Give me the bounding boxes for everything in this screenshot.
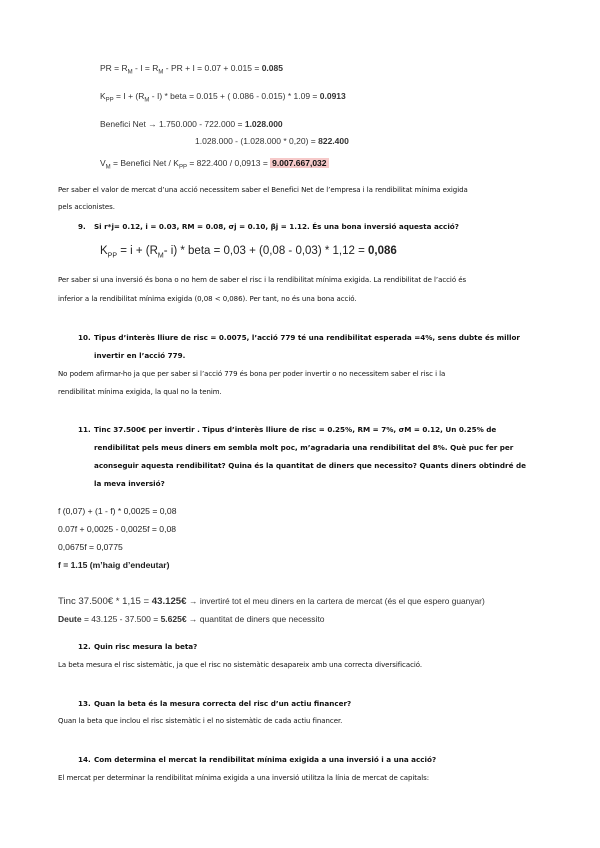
- paragraph-line: Quan la beta que inclou el risc sistemàtic i el no sistemàtic de cada actiu financer.: [58, 717, 343, 725]
- question-text: Si r*j= 0.12, i = 0.03, RM = 0.08, σj = 0.10, βj = 1.12. És una bona inversió aquesta acció?: [94, 222, 459, 231]
- calc-line: f (0,07) + (1 - f) * 0,0025 = 0,08: [58, 506, 177, 516]
- formula-net-1: [100, 119, 283, 129]
- paragraph-line: inferior a la rendibilitat mínima exigida (0,08 < 0,086). Per tant, no és una bona acció.: [58, 295, 357, 303]
- calc-line: 0,0675f = 0,0775: [58, 542, 123, 552]
- formula-text: 1.028.000 - (1.028.000 * 0,20) =: [195, 136, 319, 146]
- calc-text: = 43.125 - 37.500 =: [81, 614, 161, 624]
- calc-bold: f = 1.15: [58, 560, 88, 570]
- calc-text: → quantitat de diners que necessito: [186, 614, 325, 624]
- question-number: 13.: [78, 699, 91, 708]
- question-text: aconseguir aquesta rendibilitat? Quina és la quantitat de diners que necessito? Quants diners obtindré de: [94, 461, 527, 470]
- subscript: M: [105, 164, 111, 171]
- formula-vm: [100, 158, 329, 171]
- subscript: M: [157, 252, 164, 260]
- formula-text: K: [100, 91, 106, 101]
- calc-result: [58, 560, 170, 570]
- calc-text: → invertiré tot el meu diners en la cartera de mercat (és el que espero guanyar): [189, 596, 485, 606]
- calc-line: 0.07f + 0,0025 - 0,0025f = 0,08: [58, 524, 177, 534]
- paragraph-line: No podem afirmar-ho ja que per saber si l’acció 779 és bona per poder invertir o no necessitem saber el risc i la: [58, 370, 446, 378]
- subscript: PP: [178, 164, 187, 171]
- calc-text: Tinc 37.500€ * 1,15 =: [58, 596, 152, 607]
- subscript: PP: [105, 97, 114, 104]
- question-text: Tipus d’interès lliure de risc = 0.0075, l’acció 779 té una rendibilitat esperada =4%, sens dubte és millor: [94, 333, 520, 342]
- question-number: 9.: [78, 222, 86, 231]
- question-number: 11.: [78, 425, 91, 434]
- calc-bold: Deute: [58, 614, 82, 624]
- formula-text: = i + (R: [117, 245, 158, 257]
- formula-text: V: [100, 158, 106, 168]
- deute-line: [58, 614, 325, 624]
- paragraph-line: El mercat per determinar la rendibilitat mínima exigida a una inversió utilitza la línia de mercat de capitals:: [58, 774, 430, 782]
- question-number: 10.: [78, 333, 91, 342]
- formula-text: Benefici Net → 1.750.000 - 722.000 =: [100, 119, 245, 129]
- formula-text: = I + (R: [113, 91, 145, 101]
- formula-result: 0.0913: [319, 91, 346, 101]
- paragraph-line: La beta mesura el risc sistemàtic, ja que el risc no sistemàtic desapareix amb una correcta diversificació.: [58, 661, 423, 669]
- formula-kpp: [100, 91, 346, 104]
- formula-text: - PR + I = 0.07 + 0.015 =: [163, 63, 262, 73]
- formula-result: 0,086: [368, 245, 397, 257]
- calc-bold: 43.125€: [151, 596, 187, 607]
- subscript: M: [158, 69, 164, 76]
- highlighted-result: 9.007.667,032: [272, 158, 327, 168]
- question-number: 14.: [78, 755, 91, 764]
- question-text: Com determina el mercat la rendibilitat mínima exigida a una inversió i a una acció?: [94, 755, 437, 764]
- question-text: rendibilitat pels meus diners em sembla molt poc, m’agradaria una rendibilitat del 8%. Què puc fer per: [94, 443, 514, 452]
- paragraph-line: Per saber el valor de mercat d’una acció necessitem saber el Benefici Net de l’empresa i la rendibilitat mínima exigida: [58, 186, 468, 194]
- formula-pr: [100, 63, 283, 76]
- paragraph-line: pels accionistes.: [58, 203, 115, 211]
- formula-text: - I) * beta = 0.015 + ( 0.086 - 0.015) * 1.09 =: [149, 91, 320, 101]
- formula-text: K: [100, 245, 108, 257]
- calc-bold: 5.625€: [160, 614, 187, 624]
- tinc-line: [58, 596, 485, 607]
- question-text: Quan la beta és la mesura correcta del risc d’un actiu financer?: [94, 699, 352, 708]
- question-text: invertir en l’acció 779.: [94, 351, 186, 360]
- subscript: M: [127, 69, 133, 76]
- paragraph-line: rendibilitat mínima exigida, la qual no la tenim.: [58, 388, 222, 396]
- formula-text: PR = R: [100, 63, 128, 73]
- formula-text: = Benefici Net / K: [110, 158, 179, 168]
- question-number: 12.: [78, 642, 91, 651]
- question-text: Quin risc mesura la beta?: [94, 642, 198, 651]
- subscript: PP: [107, 252, 118, 260]
- formula-result: 0.085: [261, 63, 283, 73]
- equation-9: [100, 245, 397, 259]
- paragraph-line: Per saber si una inversió és bona o no hem de saber el risc i la rendibilitat mínima exigida. La rendibilitat de l’acció és: [58, 276, 467, 284]
- subscript: M: [144, 97, 150, 104]
- formula-net-2: [195, 136, 349, 146]
- question-text: la meva inversió?: [94, 479, 165, 488]
- formula-text: = 822.400 / 0,0913 =: [186, 158, 271, 168]
- formula-result: 822.400: [318, 136, 349, 146]
- formula-result: 1.028.000: [244, 119, 283, 129]
- calc-bold-note: (m’haig d’endeutar): [87, 560, 170, 570]
- formula-text: - i) * beta = 0,03 + (0,08 - 0,03) * 1,12 =: [163, 245, 369, 257]
- formula-text: - I = R: [132, 63, 159, 73]
- question-text: Tinc 37.500€ per invertir . Tipus d’interès lliure de risc = 0.25%, RM = 7%, σM = 0.12, Un 0.25% de: [94, 425, 497, 434]
